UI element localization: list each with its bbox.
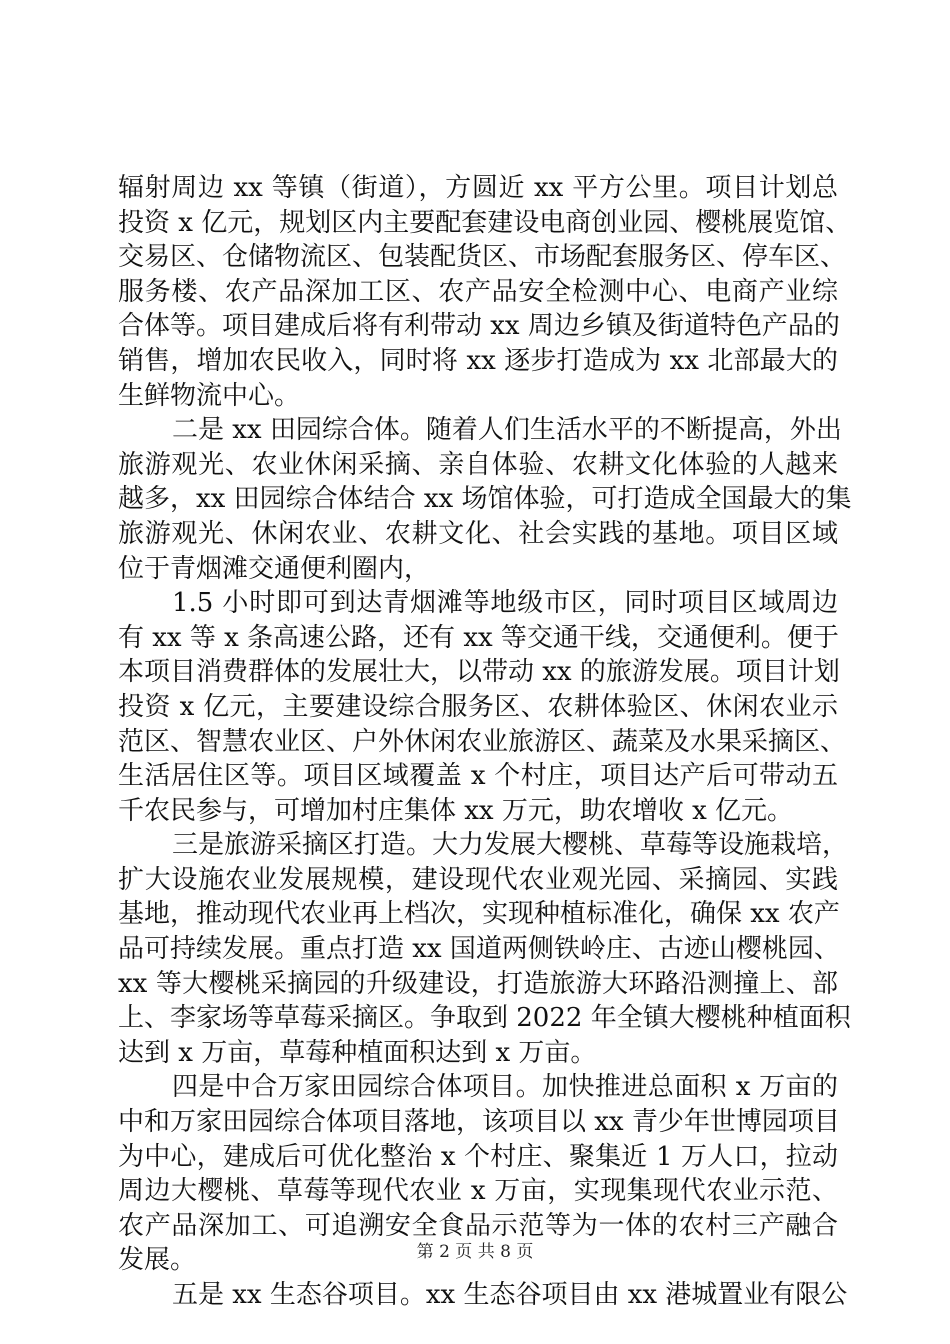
text-line: 范区、智慧农业区、户外休闲农业旅游区、蔬菜及水果采摘区、 [118,726,847,757]
text-line: 千农民参与，可增加村庄集体 xx 万元，助农增收 x 亿元。 [118,795,794,826]
text-line: 为中心，建成后可优化整治 x 个村庄、聚集近 1 万人口，拉动 [118,1141,838,1172]
paragraph-first-line: 1.5 小时即可到达青烟滩等地级市区，同时项目区域周边 [172,588,838,619]
text-line: 生活居住区等。项目区域覆盖 x 个村庄，项目达产后可带动五 [118,761,838,792]
text-line: 位于青烟滩交通便利圈内， [118,553,431,584]
text-line: 合体等。项目建成后将有利带动 xx 周边乡镇及街道特色产品的 [118,311,840,342]
text-line: 投资 x 亿元，主要建设综合服务区、农耕体验区、休闲农业示 [118,691,838,722]
text-line: 有 xx 等 x 条高速公路，还有 xx 等交通干线，交通便利。便于 [118,622,839,653]
text-line: 扩大设施农业发展规模，建设现代农业观光园、采摘园、实践 [118,864,838,895]
paragraph-first-line: 五是 xx 生态谷项目。xx 生态谷项目由 xx 港城置业有限公 [172,1280,848,1310]
text-line: 发展。 [118,1245,197,1276]
text-line: xx 等大樱桃采摘园的升级建设，打造旅游大环路沿测撞上、部 [118,968,838,999]
document-body [118,171,852,1313]
paragraph-first-line: 三是旅游采摘区打造。大力发展大樱桃、草莓等设施栽培， [172,830,849,861]
text-line: 旅游观光、农业休闲采摘、亲自体验、农耕文化体验的人越来 [118,449,838,480]
text-line: 中和万家田园综合体项目落地，该项目以 xx 青少年世博园项目 [118,1107,840,1138]
text-line: 农产品深加工、可追溯安全食品示范等为一体的农村三产融合 [118,1210,838,1241]
text-line: 辐射周边 xx 等镇（街道），方圆近 xx 平方公里。项目计划总 [118,173,838,203]
text-line: 服务楼、农产品深加工区、农产品安全检测中心、电商产业综 [118,276,838,307]
page-footer: 第 2 页 共 8 页 [416,1242,534,1262]
paragraph-first-line: 四是中合万家田园综合体项目。加快推进总面积 x 万亩的 [172,1072,838,1103]
text-line: 越多，xx 田园综合体结合 xx 场馆体验，可打造成全国最大的集 [118,484,852,515]
paragraph-first-line: 二是 xx 田园综合体。随着人们生活水平的不断提高，外出 [172,415,842,446]
text-line: 达到 x 万亩，草莓种植面积达到 x 万亩。 [118,1037,597,1068]
text-line: 基地，推动现代农业再上档次，实现种植标准化，确保 xx 农产 [118,899,840,930]
text-line: 销售，增加农民收入，同时将 xx 逐步打造成为 xx 北部最大的 [118,345,838,376]
text-line: 上、李家场等草莓采摘区。争取到 2022 年全镇大樱桃种植面积 [118,1003,851,1034]
text-line: 周边大樱桃、草莓等现代农业 x 万亩，实现集现代农业示范、 [118,1176,838,1207]
text-line: 生鲜物流中心。 [118,380,301,411]
text-line: 本项目消费群体的发展壮大，以带动 xx 的旅游发展。项目计划 [118,657,840,688]
text-line: 交易区、仓储物流区、包装配货区、市场配套服务区、停车区、 [118,242,847,273]
text-line: 品可持续发展。重点打造 xx 国道两侧铁岭庄、古迹山樱桃园、 [118,934,840,965]
text-line: 旅游观光、休闲农业、农耕文化、社会实践的基地。项目区域 [118,518,838,549]
text-line: 投资 x 亿元，规划区内主要配套建设电商创业园、樱桃展览馆、 [118,207,852,238]
